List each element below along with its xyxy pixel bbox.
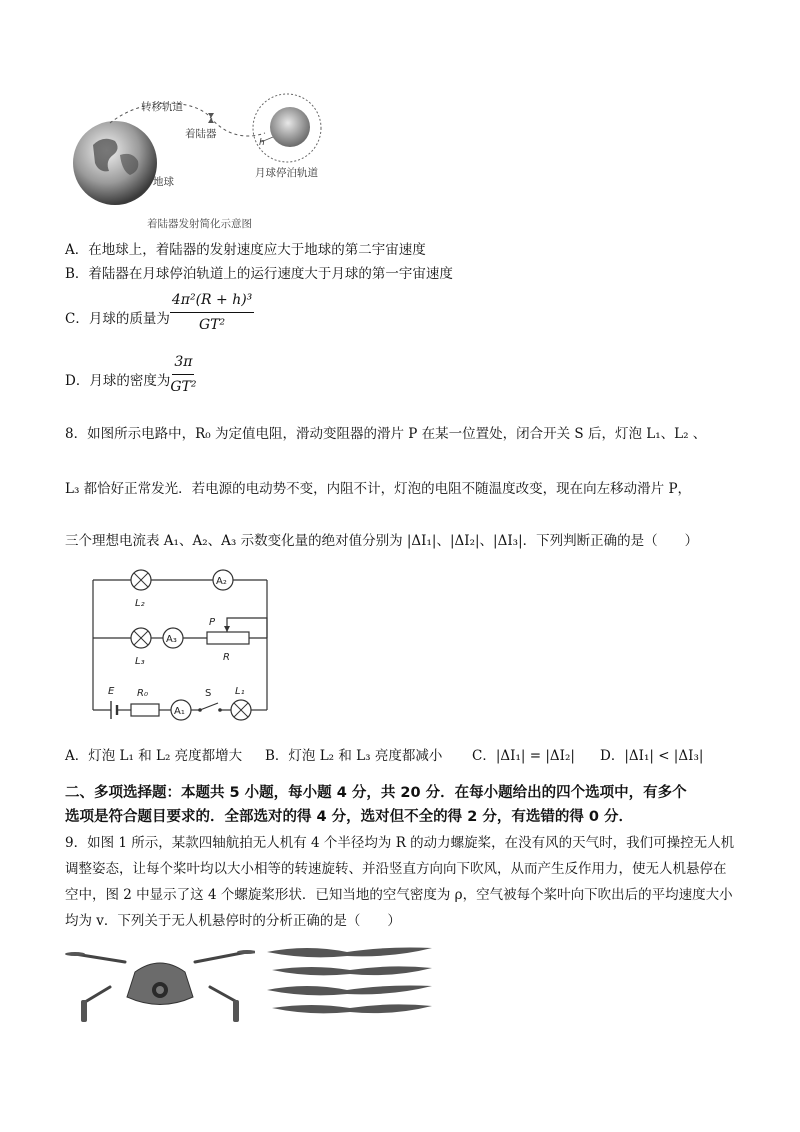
circuit-label-a2: A₂ [216,576,227,587]
circuit-label-a3: A₃ [166,634,177,645]
circuit-label-s: S [205,688,212,699]
label-h: h [259,138,265,148]
q7-option-c-label: C．月球的质量为 [65,311,170,327]
drone-figure [65,942,255,1027]
orbit-diagram [65,85,345,235]
q8-option-d[interactable]: D．|ΔI₁| < |ΔI₃| [600,748,704,764]
circuit-label-r: R [223,652,230,663]
fraction-mass-numerator: 4π²(R + h)³ [170,290,254,313]
circuit-label-p: P [209,617,216,628]
q8-option-a[interactable]: A．灯泡 L₁ 和 L₂ 亮度都增大 [65,748,243,764]
circuit-svg [85,568,285,728]
lamp-l3-icon [131,628,151,648]
earth-shape [73,121,157,205]
resistor-r0-icon [131,704,159,716]
label-earth: 地球 [153,176,174,188]
rheostat-icon [207,618,267,644]
q8-option-b[interactable]: B．灯泡 L₂ 和 L₃ 亮度都减小 [265,748,443,764]
lander-launch-figure [65,85,345,235]
circuit-diagram [85,568,285,728]
fraction-mass [170,290,254,335]
circuit-label-l1: L₁ [235,686,245,697]
section-2-heading-line-2: 选项是符合题目要求的．全部选对的得 4 分，选对但不全的得 2 分，有选错的得 0 分． [65,809,634,825]
circuit-label-l3: L₃ [135,656,145,667]
battery-icon [111,701,117,719]
q7-option-a[interactable]: A．在地球上，着陆器的发射速度应大于地球的第二宇宙速度 [65,242,426,258]
q8-stem-line-2: L₃ 都恰好正常发光．若电源的电动势不变，内阻不计，灯泡的电阻不随温度改变，现在向左移动滑片 P， [65,481,692,497]
fraction-mass-denominator: GT² [199,317,226,333]
label-transfer-orbit: 转移轨道 [141,101,183,113]
switch-icon [198,703,222,712]
section-2-heading-line-1: 二、多项选择题：本题共 5 小题，每小题 4 分，共 20 分．在每小题给出的四个选项中，有多个 [65,785,687,801]
drone-image [65,942,255,1027]
q7-option-d-label: D．月球的密度为 [65,373,171,389]
q8-option-c[interactable]: C．|ΔI₁| = |ΔI₂| [472,748,575,764]
circuit-label-l2: L₂ [135,598,145,609]
q9-stem: 9．如图 1 所示，某款四轴航拍无人机有 4 个半径均为 R 的动力螺旋桨，在没有风的天气时，我们可操控无人机调整姿态，让每个桨叶均以大小相等的转速旋转、并沿竖直方向向下吹风，从而产生反作用力，使无人机悬停在空中，图 2 中显示了这 4 个螺旋桨形状．已知当地的空气密度为 ρ，空气被每个桨叶向下吹出后的平均速度大小均为 v．下列关于无人机悬停时的分析正确的是（ ） [65,835,735,929]
circuit-label-a1: A₁ [174,706,185,717]
label-lander: 着陆器 [185,128,217,140]
figure-caption: 着陆器发射简化示意图 [147,218,252,230]
lamp-l1-icon [231,700,251,720]
propeller-figure [262,942,442,1022]
q8-stem-line-1: 8．如图所示电路中，R₀ 为定值电阻，滑动变阻器的滑片 P 在某一位置处，闭合开关 S 后，灯泡 L₁、L₂ 、 [65,426,707,442]
q7-option-c[interactable] [65,290,254,335]
circuit-label-r0: R₀ [137,688,148,699]
lamp-l2-icon [131,570,151,590]
q7-option-d[interactable] [65,352,196,397]
fraction-density-denominator: GT² [170,379,197,395]
q7-option-b[interactable]: B．着陆器在月球停泊轨道上的运行速度大于月球的第一宇宙速度 [65,266,453,282]
q8-stem-line-3: 三个理想电流表 A₁、A₂、A₃ 示数变化量的绝对值分别为 |ΔI₁|、|ΔI₂|、|ΔI₃|．下列判断正确的是（ ） [65,533,699,549]
label-moon-orbit: 月球停泊轨道 [255,167,318,179]
fraction-density-numerator: 3π [172,352,194,375]
moon-shape [270,107,310,147]
circuit-label-e: E [108,686,115,697]
fraction-density [170,352,196,397]
propeller-image [262,942,442,1022]
